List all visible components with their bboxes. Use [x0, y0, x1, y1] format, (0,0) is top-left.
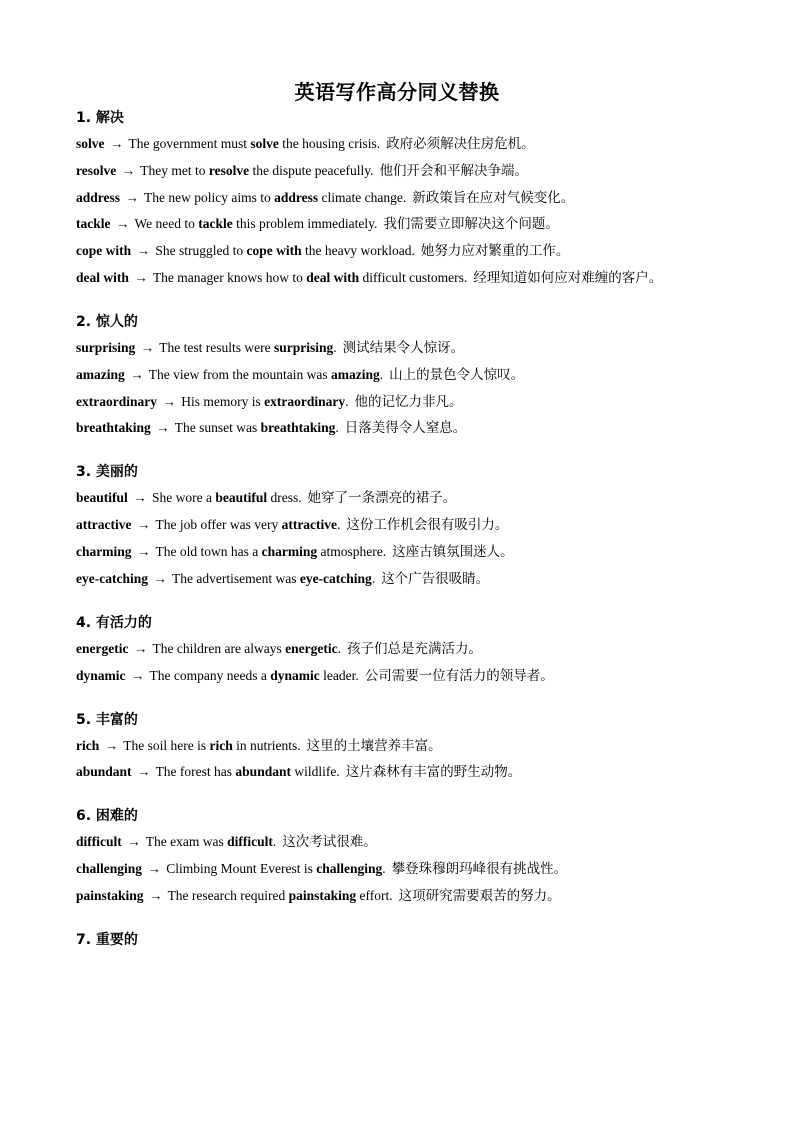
- example-sentence-end: .: [333, 339, 337, 355]
- synonym-entry: [76, 268, 726, 288]
- synonym-entry: [76, 134, 726, 154]
- synonym-section: [76, 930, 726, 950]
- arrow-icon: →: [130, 667, 145, 683]
- synonym-entry: [76, 418, 726, 438]
- arrow-icon: →: [121, 162, 136, 178]
- example-sentence-start: The exam was: [145, 834, 228, 850]
- example-sentence-start: We need to: [134, 216, 199, 232]
- example-highlight: cope with: [246, 243, 302, 259]
- example-sentence-end: wildlife.: [290, 764, 340, 780]
- example-sentence-end: .: [371, 570, 376, 586]
- synonym-entry: [76, 188, 726, 208]
- example-sentence-start: The view from the mountain was: [148, 366, 331, 382]
- example-sentence-end: effort.: [356, 887, 393, 903]
- example-highlight: attractive: [281, 517, 338, 533]
- synonym-entry: [76, 639, 726, 659]
- chinese-translation: 这片森林有丰富的野生动物。: [345, 764, 522, 781]
- synonym-word: amazing: [76, 366, 125, 382]
- example-highlight: charming: [261, 543, 318, 559]
- example-highlight: resolve: [208, 162, 250, 178]
- chinese-translation: 这座古镇氛围迷人。: [392, 543, 514, 560]
- synonym-entry: [76, 214, 726, 234]
- synonym-entry: [76, 241, 726, 261]
- arrow-icon: →: [140, 339, 155, 355]
- arrow-icon: →: [104, 737, 119, 753]
- chinese-translation: 孩子们总是充满活力。: [347, 640, 483, 657]
- chinese-translation: 她穿了一条漂亮的裙子。: [307, 490, 457, 507]
- example-highlight: eye-catching: [299, 570, 372, 586]
- example-sentence-start: The manager knows how to: [152, 269, 307, 285]
- example-sentence-end: in nutrients.: [232, 737, 301, 753]
- example-sentence-end: atmosphere.: [317, 543, 387, 559]
- example-sentence-end: dress.: [267, 490, 302, 506]
- synonym-section: [76, 806, 726, 906]
- chinese-translation: 公司需要一位有活力的领导者。: [364, 667, 554, 684]
- synonym-word: solve: [76, 136, 105, 151]
- example-sentence-start: The company needs a: [149, 667, 271, 683]
- arrow-icon: →: [134, 269, 148, 285]
- arrow-icon: →: [136, 517, 151, 533]
- example-sentence-start: The forest has: [155, 764, 236, 780]
- example-highlight: painstaking: [288, 887, 357, 903]
- synonym-word: painstaking: [76, 887, 144, 903]
- example-sentence-end: .: [379, 366, 384, 382]
- synonym-word: eye-catching: [76, 570, 148, 586]
- synonym-word: charming: [76, 543, 132, 559]
- chinese-translation: 他的记忆力非凡。: [354, 393, 463, 410]
- synonym-entry: [76, 886, 726, 906]
- arrow-icon: →: [133, 640, 148, 656]
- example-sentence-end: this problem immediately.: [232, 216, 378, 232]
- example-sentence-end: the housing crisis.: [278, 136, 381, 151]
- chinese-translation: 这次考试很难。: [282, 834, 377, 851]
- example-sentence-end: .: [272, 834, 277, 850]
- example-highlight: rich: [209, 737, 233, 753]
- example-highlight: deal with: [306, 269, 360, 285]
- example-highlight: challenging: [316, 861, 383, 877]
- section-heading: 4. 有活力的: [76, 614, 152, 631]
- chinese-translation: 这里的土壤营养丰富。: [306, 737, 442, 754]
- arrow-icon: →: [148, 887, 163, 903]
- synonym-entry: [76, 338, 726, 358]
- example-sentence-end: leader.: [319, 667, 359, 683]
- example-highlight: beautiful: [215, 490, 268, 506]
- synonym-word: deal with: [76, 269, 129, 285]
- example-highlight: energetic: [285, 640, 338, 656]
- chinese-translation: 他们开会和平解决争端。: [379, 162, 528, 179]
- synonym-word: rich: [76, 737, 100, 753]
- example-sentence-end: the dispute peacefully.: [249, 162, 374, 178]
- chinese-translation: 山上的景色令人惊叹。: [389, 366, 525, 383]
- section-heading: 5. 丰富的: [76, 711, 138, 728]
- example-highlight: dynamic: [270, 667, 320, 683]
- synonym-entry: [76, 392, 726, 412]
- example-highlight: surprising: [274, 339, 334, 355]
- example-highlight: breathtaking: [260, 420, 336, 436]
- example-highlight: solve: [250, 136, 279, 151]
- chinese-translation: 我们需要立即解决这个问题。: [383, 216, 559, 233]
- synonym-entry: [76, 762, 726, 782]
- synonym-word: attractive: [76, 517, 132, 533]
- arrow-icon: →: [133, 490, 147, 506]
- example-sentence-end: .: [337, 517, 341, 533]
- section-heading: 6. 困难的: [76, 808, 138, 825]
- arrow-icon: →: [136, 243, 150, 259]
- example-sentence-end: climate change.: [318, 189, 407, 205]
- example-highlight: extraordinary: [264, 393, 346, 409]
- example-sentence-start: The soil here is: [123, 737, 210, 753]
- synonym-section: [76, 710, 726, 783]
- example-highlight: difficult: [227, 834, 273, 850]
- synonym-word: energetic: [76, 640, 129, 656]
- example-sentence-start: The government must: [128, 136, 251, 151]
- synonym-entry: [76, 515, 726, 535]
- arrow-icon: →: [147, 861, 161, 877]
- example-sentence-start: She wore a: [152, 490, 216, 506]
- synonym-section: [76, 108, 726, 288]
- example-sentence-start: The advertisement was: [172, 570, 300, 586]
- example-sentence-end: .: [382, 861, 386, 877]
- synonym-entry: [76, 736, 726, 756]
- arrow-icon: →: [127, 834, 141, 850]
- synonym-section: [76, 312, 726, 438]
- example-sentence-start: The old town has a: [155, 543, 262, 559]
- example-sentence-start: The research required: [167, 887, 289, 903]
- arrow-icon: →: [130, 366, 144, 382]
- arrow-icon: →: [109, 136, 124, 151]
- arrow-icon: →: [125, 189, 139, 205]
- example-sentence-start: His memory is: [181, 393, 265, 409]
- synonym-entry: [76, 569, 726, 589]
- synonym-word: challenging: [76, 861, 143, 877]
- arrow-icon: →: [136, 764, 151, 780]
- synonym-word: resolve: [76, 162, 117, 178]
- synonym-entry: [76, 365, 726, 385]
- chinese-translation: 新政策旨在应对气候变化。: [412, 189, 575, 206]
- synonym-word: difficult: [76, 834, 122, 850]
- synonym-entry: [76, 542, 726, 562]
- example-sentence-end: .: [335, 420, 339, 436]
- example-sentence-start: The job offer was very: [155, 517, 282, 533]
- example-highlight: amazing: [330, 366, 380, 382]
- synonym-word: breathtaking: [76, 420, 151, 436]
- chinese-translation: 日落美得令人窒息。: [344, 420, 467, 437]
- synonym-word: tackle: [76, 216, 111, 232]
- arrow-icon: →: [115, 216, 130, 232]
- synonym-section: [76, 462, 726, 588]
- section-heading: 7. 重要的: [76, 931, 138, 948]
- example-sentence-start: They met to: [140, 162, 209, 178]
- synonym-section: [76, 613, 726, 686]
- chinese-translation: 这个广告很吸睛。: [381, 570, 490, 587]
- example-highlight: address: [274, 189, 319, 205]
- arrow-icon: →: [156, 420, 170, 436]
- synonym-word: abundant: [76, 764, 132, 780]
- chinese-translation: 测试结果令人惊讶。: [342, 339, 465, 356]
- example-sentence-start: Climbing Mount Everest is: [166, 861, 317, 877]
- example-highlight: tackle: [198, 216, 233, 232]
- synonym-entry: [76, 488, 726, 508]
- example-sentence-end: difficult customers.: [359, 269, 468, 285]
- synonym-entry: [76, 832, 726, 852]
- section-heading: 2. 惊人的: [76, 313, 138, 330]
- chinese-translation: 攀登珠穆朗玛峰很有挑战性。: [391, 861, 568, 878]
- example-sentence-end: the heavy workload.: [301, 243, 415, 259]
- chinese-translation: 政府必须解决住房危机。: [386, 136, 535, 152]
- synonym-word: address: [76, 189, 121, 205]
- chinese-translation: 经理知道如何应对难缠的客户。: [473, 269, 663, 286]
- synonym-word: dynamic: [76, 667, 126, 683]
- arrow-icon: →: [162, 393, 176, 409]
- chinese-translation: 她努力应对繁重的工作。: [420, 243, 570, 260]
- example-sentence-start: The sunset was: [174, 420, 261, 436]
- synonym-entry: [76, 859, 726, 879]
- chinese-translation: 这项研究需要艰苦的努力。: [398, 887, 561, 904]
- example-highlight: abundant: [235, 764, 291, 780]
- synonym-word: cope with: [76, 243, 132, 259]
- example-sentence-start: The new policy aims to: [144, 189, 275, 205]
- example-sentence-end: .: [337, 640, 342, 656]
- arrow-icon: →: [153, 570, 167, 586]
- section-heading: 1. 解决: [76, 110, 124, 126]
- example-sentence-start: The test results were: [159, 339, 275, 355]
- synonym-entry: [76, 161, 726, 181]
- example-sentence-start: She struggled to: [155, 243, 247, 259]
- example-sentence-start: The children are always: [152, 640, 286, 656]
- document-body: [76, 108, 726, 974]
- chinese-translation: 这份工作机会很有吸引力。: [346, 517, 509, 534]
- synonym-entry: [76, 666, 726, 686]
- section-heading: 3. 美丽的: [76, 464, 138, 481]
- synonym-word: extraordinary: [76, 393, 157, 409]
- arrow-icon: →: [136, 543, 151, 559]
- synonym-word: beautiful: [76, 490, 128, 506]
- synonym-word: surprising: [76, 339, 136, 355]
- page-title: 英语写作高分同义替换: [294, 80, 500, 104]
- example-sentence-end: .: [345, 393, 349, 409]
